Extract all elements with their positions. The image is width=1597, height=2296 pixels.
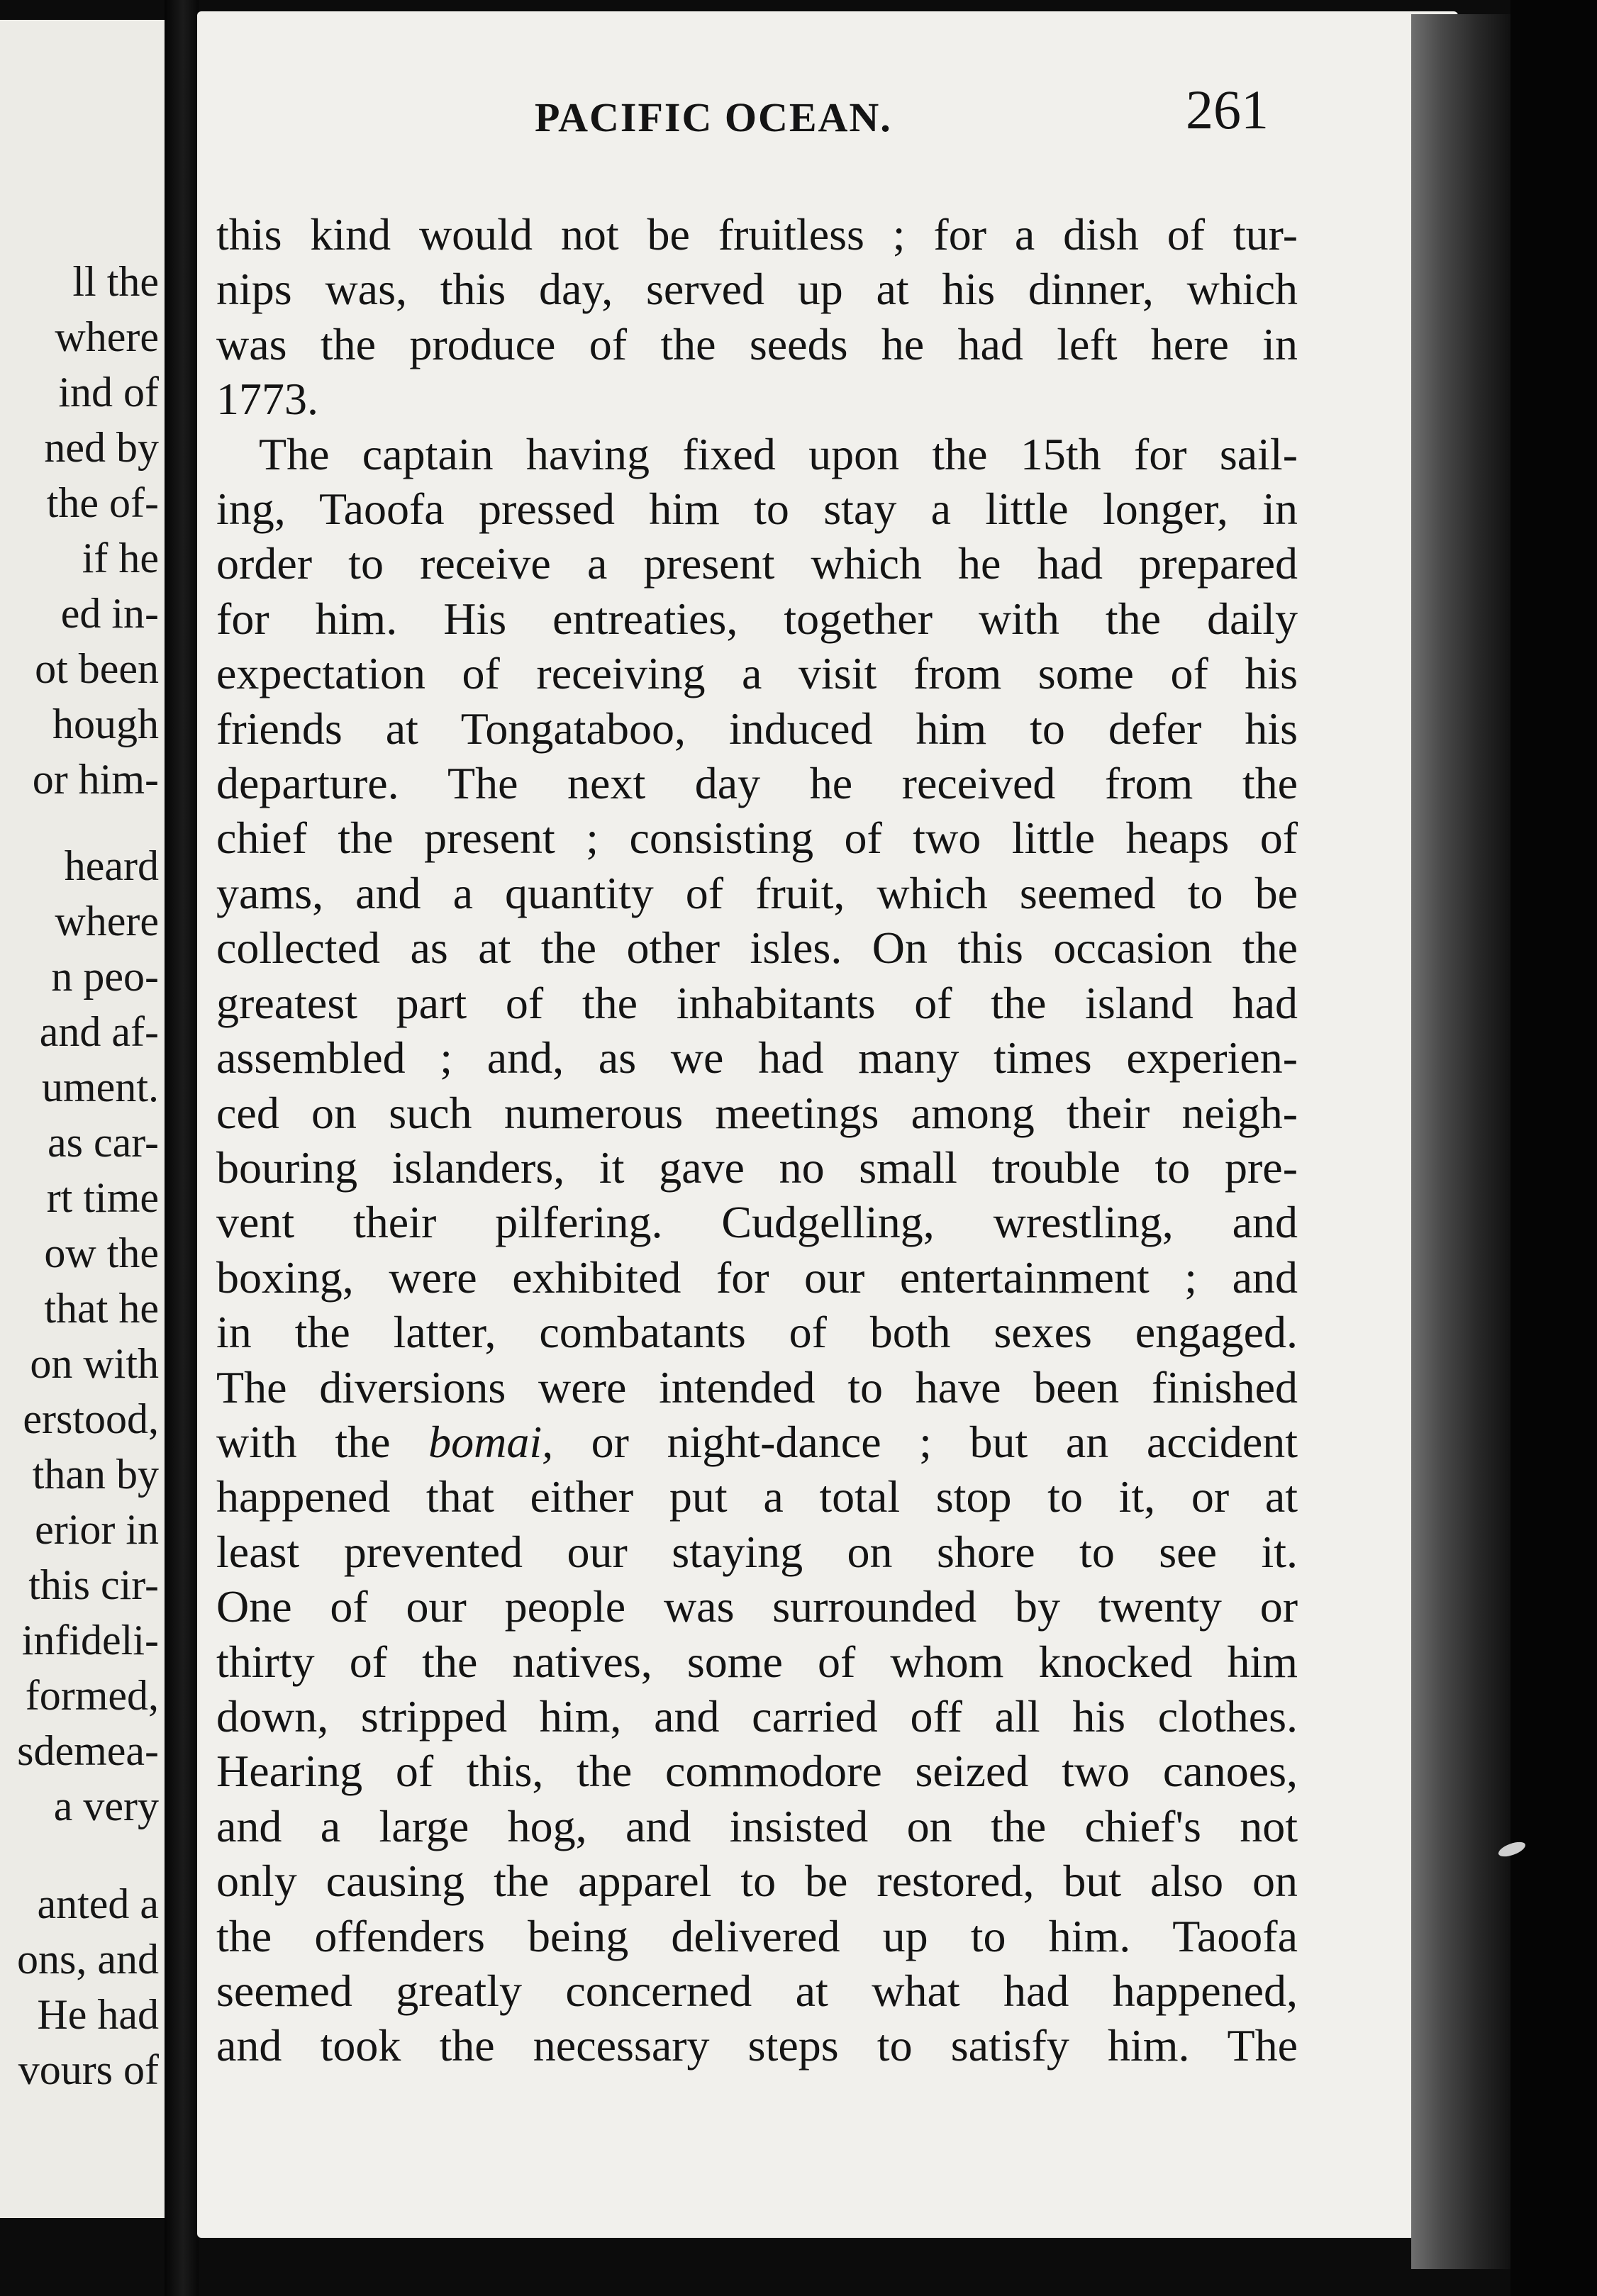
text-line: and took the necessary steps to satisfy him. The — [216, 2020, 1298, 2071]
left-line: if he — [82, 535, 159, 581]
left-line: ument. — [42, 1064, 159, 1110]
text-line: bouring islanders, it gave no small trouble to pre- — [216, 1142, 1298, 1193]
left-line: the of- — [46, 479, 159, 526]
text-line: thirty of the natives, some of whom knocked him — [216, 1636, 1298, 1687]
text-line: happened that either put a total stop to it, or at — [216, 1471, 1298, 1522]
left-line: rt time — [46, 1174, 159, 1221]
left-line: ot been — [35, 645, 159, 692]
left-line: erstood, — [23, 1395, 159, 1442]
line-start: with the — [216, 1416, 429, 1467]
text-line: the offenders being delivered up to him. Taoofa — [216, 1910, 1298, 1961]
left-line: on with — [30, 1340, 159, 1387]
line-end: or night-dance ; but an accident — [553, 1416, 1298, 1467]
text-line: down, stripped him, and carried off all his clothes. — [216, 1690, 1298, 1741]
text-line: was the produce of the seeds he had left here in — [216, 318, 1298, 369]
text-line: collected as at the other isles. On this occasion the — [216, 923, 1298, 974]
book-gutter — [165, 0, 199, 2296]
left-line: ons, and — [17, 1936, 159, 1983]
text-line: yams, and a quantity of fruit, which seemed to be — [216, 867, 1298, 918]
text-line: this kind would not be fruitless ; for a dish of tur- — [216, 209, 1298, 260]
left-line: sdemea- — [17, 1727, 159, 1774]
text-line: assembled ; and, as we had many times experien- — [216, 1032, 1298, 1083]
text-line: The diversions were intended to have been finished — [216, 1361, 1298, 1412]
left-line: formed, — [25, 1672, 159, 1719]
text-line: The captain having fixed upon the 15th for sail- — [259, 428, 1298, 479]
text-line: seemed greatly concerned at what had happened, — [216, 1966, 1298, 2016]
left-line: infideli- — [21, 1617, 159, 1664]
left-line: ll the — [72, 258, 159, 305]
left-line: He had — [37, 1991, 159, 2038]
text-line: One of our people was surrounded by twenty or — [216, 1581, 1298, 1632]
text-line-with-italic — [216, 1415, 1298, 1469]
left-line: a very — [53, 1783, 159, 1829]
page-edge — [1510, 0, 1597, 2296]
left-line: ow the — [44, 1230, 159, 1276]
left-line: n peo- — [51, 953, 159, 1000]
left-line: as car- — [47, 1119, 159, 1166]
left-line: hough — [52, 701, 159, 747]
left-line: heard — [64, 842, 159, 889]
left-line: than by — [32, 1451, 159, 1498]
left-line: erior in — [35, 1506, 159, 1553]
running-head: PACIFIC OCEAN. — [535, 94, 892, 140]
text-line: only causing the apparel to be restored, but also on — [216, 1856, 1298, 1907]
page-edge-shadow — [1411, 14, 1510, 2269]
page-number: 261 — [1186, 79, 1269, 140]
italic-term: bomai, — [428, 1416, 554, 1467]
left-line: where — [55, 313, 159, 360]
text-line: ced on such numerous meetings among their neigh- — [216, 1087, 1298, 1138]
left-line: that he — [44, 1285, 159, 1332]
left-line: anted a — [37, 1880, 159, 1927]
text-line: vent their pilfering. Cudgelling, wrestling, and — [216, 1197, 1298, 1248]
text-line: order to receive a present which he had prepared — [216, 538, 1298, 589]
text-line: greatest part of the inhabitants of the island had — [216, 977, 1298, 1028]
body-text — [216, 207, 1298, 2073]
text-line: for him. His entreaties, together with the daily — [216, 593, 1298, 644]
text-line: least prevented our staying on shore to see it. — [216, 1526, 1298, 1577]
text-line: Hearing of this, the commodore seized two canoes, — [216, 1746, 1298, 1797]
left-line: or him- — [32, 756, 159, 803]
left-line: ed in- — [60, 590, 159, 637]
text-line: ing, Taoofa pressed him to stay a little longer, in — [216, 484, 1298, 535]
left-line: and af- — [39, 1008, 159, 1055]
left-line: where — [55, 898, 159, 944]
left-line: this cir- — [28, 1561, 159, 1608]
text-line: and a large hog, and insisted on the chief's not — [216, 1800, 1298, 1851]
text-line: nips was, this day, served up at his dinner, which — [216, 264, 1298, 315]
text-line: in the latter, combatants of both sexes engaged. — [216, 1307, 1298, 1358]
text-line: departure. The next day he received from the — [216, 758, 1298, 809]
text-line: expectation of receiving a visit from some of his — [216, 648, 1298, 699]
text-line: boxing, were exhibited for our entertainment ; and — [216, 1252, 1298, 1303]
left-page-text — [17, 254, 159, 2097]
text-line: 1773. — [216, 374, 318, 425]
left-facing-page — [0, 20, 165, 2218]
left-line: ned by — [44, 424, 159, 471]
left-line: vours of — [18, 2046, 159, 2093]
text-line: chief the present ; consisting of two little heaps of — [216, 813, 1298, 864]
text-line: friends at Tongataboo, induced him to defer his — [216, 703, 1298, 754]
left-line: ind of — [58, 369, 159, 416]
